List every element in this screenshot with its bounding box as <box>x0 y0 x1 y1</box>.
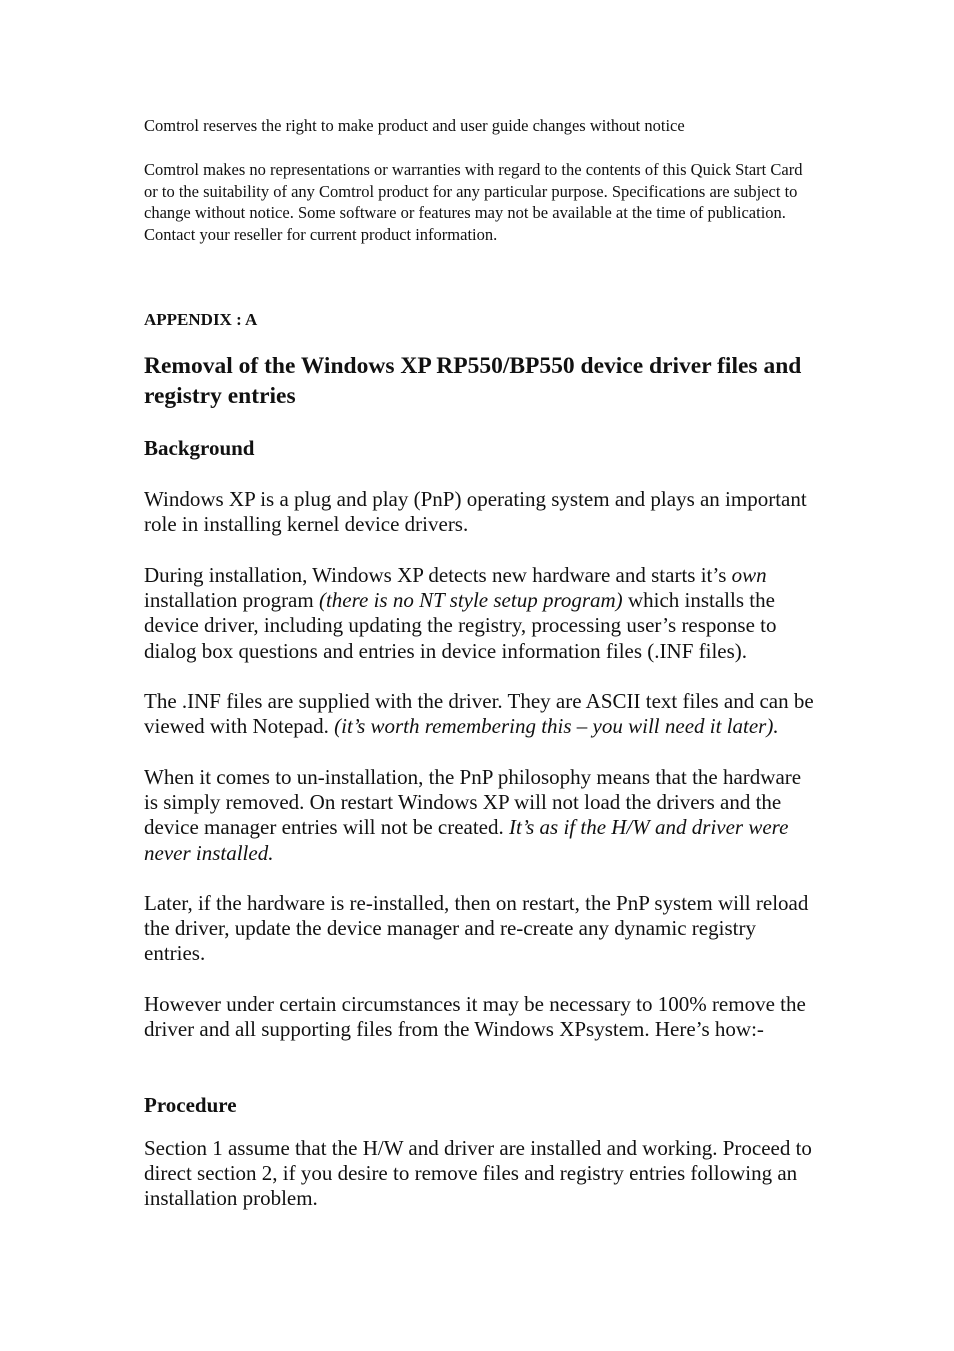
background-paragraph-4 <box>144 765 814 866</box>
change-notice: Comtrol reserves the right to make product and user guide changes without notice <box>144 116 685 135</box>
p3-italic-reminder: (it’s worth remembering this – you will need it later). <box>334 714 779 739</box>
p3-text-a: The .INF files are supplied with the driver. They are ASCII text files and can be viewed with Notepad. <box>144 689 814 739</box>
p2-italic-own: own <box>731 563 767 587</box>
appendix-label: APPENDIX : A <box>144 310 258 329</box>
procedure-paragraph-1: Section 1 assume that the H/W and driver are installed and working. Proceed to direct section 2, if you desire to remove files and registry entries following an installation problem. <box>144 1136 812 1211</box>
background-heading: Background <box>144 436 255 460</box>
background-paragraph-1: Windows XP is a plug and play (PnP) operating system and plays an important role in installing kernel device drivers. <box>144 487 807 537</box>
warranty-disclaimer: Comtrol makes no representations or warranties with regard to the contents of this Quick Start Card or to the suitability of any Comtrol product for any particular purpose. Specifications are subject to change without notice. Some software or features may not be available at the time of publication. Contact your reseller for current product information. <box>144 160 803 245</box>
p4-text-a: When it comes to un-installation, the PnP philosophy means that the hardware is simply removed. On restart Windows XP will not load the drivers and the device manager entries will not be created. <box>144 765 802 840</box>
p2-text-a: During installation, Windows XP detects new hardware and starts it’s <box>144 563 732 587</box>
background-paragraph-3 <box>144 689 814 739</box>
p4-italic-never-installed: It’s as if the H/W and driver were never installed. <box>144 815 789 865</box>
page-title: Removal of the Windows XP RP550/BP550 device driver files and registry entries <box>144 353 802 409</box>
background-paragraph-5: Later, if the hardware is re-installed, then on restart, the PnP system will reload the driver, update the device manager and re-create any dynamic registry entries. <box>144 891 809 966</box>
procedure-heading: Procedure <box>144 1093 237 1117</box>
background-paragraph-6: However under certain circumstances it may be necessary to 100% remove the driver and all supporting files from the Windows XPsystem. Here’s how:- <box>144 992 806 1042</box>
p2-text-c: installation program <box>144 588 319 613</box>
background-paragraph-2 <box>144 563 814 664</box>
p2-italic-setup-note: (there is no NT style setup program) <box>318 588 623 613</box>
p2-text-e: which installs the device driver, including updating the registry, processing user’s response to dialog box questions and entries in device information files (.INF files). <box>144 588 777 663</box>
